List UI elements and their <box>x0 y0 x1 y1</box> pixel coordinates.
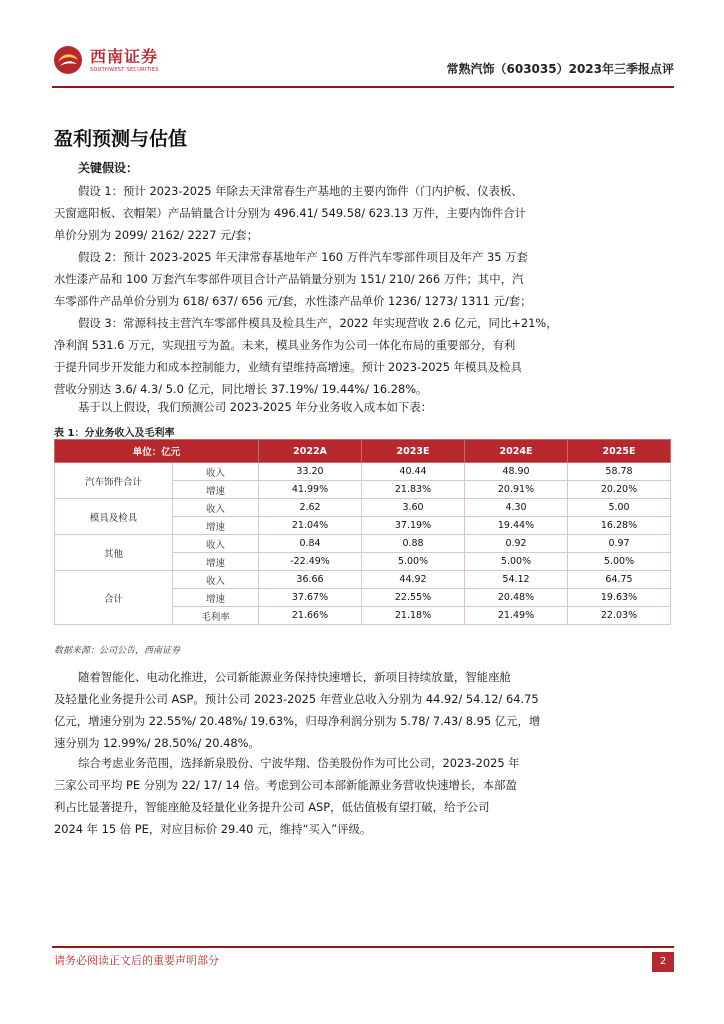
text-line: 速分别为 12.99%/ 28.50%/ 20.48%。 <box>54 736 260 750</box>
text-line: 亿元，增速分别为 22.55%/ 20.48%/ 19.63%，归母净利润分别为 5.78/ 7.43/ 8.95 亿元，增 <box>54 714 541 728</box>
text-line: 基于以上假设，我们预测公司 2023-2025 年分业务收入成本如下表： <box>78 400 433 414</box>
assumption-1-paragraph <box>54 180 670 246</box>
text-line: 随着智能化、电动化推进，公司新能源业务保持快速增长，新项目持续放量，智能座舱 <box>78 670 511 684</box>
table-row <box>55 499 671 517</box>
value-cell: 33.20 <box>259 463 362 481</box>
logo-english-name: SOUTHWEST SECURITIES <box>90 67 159 73</box>
value-cell: 37.67% <box>259 589 362 607</box>
value-cell: 21.04% <box>259 517 362 535</box>
assumption-3-paragraph <box>54 312 670 400</box>
footer-divider <box>52 946 674 948</box>
text-line: 假设 2：预计 2023-2025 年天津常春基地年产 160 万件汽车零部件项目及年产 35 万套 <box>78 250 528 264</box>
value-cell: 16.28% <box>568 517 671 535</box>
value-cell: 5.00% <box>362 553 465 571</box>
value-cell: 44.92 <box>362 571 465 589</box>
text-line: 水性漆产品和 100 万套汽车零部件项目合计产品销量分别为 151/ 210/ 266 万件；其中，汽 <box>54 272 524 286</box>
value-cell: 64.75 <box>568 571 671 589</box>
text-line: 于提升同步开发能力和成本控制能力，业绩有望维持高增速。预计 2023-2025 年模具及检具 <box>54 360 523 374</box>
table-row <box>55 571 671 589</box>
metric-cell: 收入 <box>173 571 259 589</box>
page-header <box>52 40 674 86</box>
value-cell: -22.49% <box>259 553 362 571</box>
value-cell: 21.66% <box>259 607 362 625</box>
value-cell: 5.00 <box>568 499 671 517</box>
growth-forecast-paragraph <box>54 666 670 754</box>
segment-cell: 模具及检具 <box>55 499 173 535</box>
value-cell: 22.55% <box>362 589 465 607</box>
text-line: 净利润 531.6 万元，实现扭亏为盈。未来，模具业务作为公司一体化布局的重要部分，有利 <box>54 338 516 352</box>
table-header-year: 2023E <box>362 440 465 463</box>
report-title: 常熟汽饰（603035）2023年三季报点评 <box>446 62 674 76</box>
value-cell: 19.44% <box>465 517 568 535</box>
value-cell: 20.20% <box>568 481 671 499</box>
company-logo <box>52 44 192 80</box>
text-line: 单价分别为 2099/ 2162/ 2227 元/套； <box>54 228 259 242</box>
value-cell: 58.78 <box>568 463 671 481</box>
value-cell: 0.88 <box>362 535 465 553</box>
table-intro-paragraph <box>54 396 670 418</box>
metric-cell: 增速 <box>173 589 259 607</box>
value-cell: 36.66 <box>259 571 362 589</box>
metric-cell: 收入 <box>173 463 259 481</box>
table-header-unit: 单位：亿元 <box>55 440 259 463</box>
text-line: 三家公司平均 PE 分别为 22/ 17/ 14 倍。考虑到公司本部新能源业务营收快速增长，本部盈 <box>54 778 517 792</box>
value-cell: 0.92 <box>465 535 568 553</box>
text-line: 车零部件产品单价分别为 618/ 637/ 656 元/套，水性漆产品单价 1236/ 1273/ 1311 元/套； <box>54 294 532 308</box>
value-cell: 20.48% <box>465 589 568 607</box>
metric-cell: 毛利率 <box>173 607 259 625</box>
value-cell: 37.19% <box>362 517 465 535</box>
segment-cell: 汽车饰件合计 <box>55 463 173 499</box>
segment-cell: 其他 <box>55 535 173 571</box>
value-cell: 21.49% <box>465 607 568 625</box>
table-header-year: 2024E <box>465 440 568 463</box>
disclaimer-note[interactable]: 请务必阅读正文后的重要声明部分 <box>54 954 219 967</box>
segment-cell: 合计 <box>55 571 173 625</box>
text-line: 营收分别达 3.6/ 4.3/ 5.0 亿元，同比增长 37.19%/ 19.44%/ 16.28%。 <box>54 382 428 396</box>
metric-cell: 增速 <box>173 517 259 535</box>
value-cell: 40.44 <box>362 463 465 481</box>
text-line: 天窗遮阳板、衣帽架）产品销量合计分别为 496.41/ 549.58/ 623.13 万件，主要内饰件合计 <box>54 206 527 220</box>
text-line: 假设 1：预计 2023-2025 年除去天津常春生产基地的主要内饰件（门内护板、仪表板、 <box>78 184 523 198</box>
text-line: 综合考虑业务范围，选择新泉股份、宁波华翔、岱美股份作为可比公司，2023-2025 年 <box>78 756 520 770</box>
value-cell: 2.62 <box>259 499 362 517</box>
value-cell: 22.03% <box>568 607 671 625</box>
revenue-margin-table <box>54 439 671 625</box>
value-cell: 0.97 <box>568 535 671 553</box>
value-cell: 54.12 <box>465 571 568 589</box>
value-cell: 4.30 <box>465 499 568 517</box>
table-row <box>55 463 671 481</box>
table-source-note: 数据来源：公司公告，西南证券 <box>54 646 181 656</box>
value-cell: 20.91% <box>465 481 568 499</box>
table-row <box>55 535 671 553</box>
value-cell: 5.00% <box>568 553 671 571</box>
metric-cell: 收入 <box>173 535 259 553</box>
table-header-year: 2022A <box>259 440 362 463</box>
value-cell: 21.18% <box>362 607 465 625</box>
logo-chinese-name: 西南证券 <box>90 47 159 66</box>
text-line: 假设 3：常源科技主营汽车零部件模具及检具生产，2022 年实现营收 2.6 亿元，同比+21%， <box>78 316 558 330</box>
section-title: 盈利预测与估值 <box>54 128 188 150</box>
valuation-paragraph <box>54 752 670 840</box>
assumption-2-paragraph <box>54 246 670 312</box>
value-cell: 0.84 <box>259 535 362 553</box>
value-cell: 41.99% <box>259 481 362 499</box>
value-cell: 48.90 <box>465 463 568 481</box>
text-line: 2024 年 15 倍 PE，对应目标价 29.40 元，维持“买入”评级。 <box>54 822 372 836</box>
header-divider <box>52 86 674 88</box>
page-number: 2 <box>652 952 674 972</box>
value-cell: 19.63% <box>568 589 671 607</box>
table-header-row <box>55 440 671 463</box>
value-cell: 5.00% <box>465 553 568 571</box>
logo-mark-icon <box>52 44 84 76</box>
metric-cell: 增速 <box>173 553 259 571</box>
value-cell: 21.83% <box>362 481 465 499</box>
text-line: 利占比显著提升，智能座舱及轻量化业务提升公司 ASP，低估值极有望打破，给予公司 <box>54 800 490 814</box>
metric-cell: 收入 <box>173 499 259 517</box>
table-header-year: 2025E <box>568 440 671 463</box>
table-caption: 表 1：分业务收入及毛利率 <box>54 428 175 439</box>
metric-cell: 增速 <box>173 481 259 499</box>
value-cell: 3.60 <box>362 499 465 517</box>
key-assumptions-label: 关键假设： <box>78 161 139 175</box>
text-line: 及轻量化业务提升公司 ASP。预计公司 2023-2025 年营业总收入分别为 44.92/ 54.12/ 64.75 <box>54 692 539 706</box>
